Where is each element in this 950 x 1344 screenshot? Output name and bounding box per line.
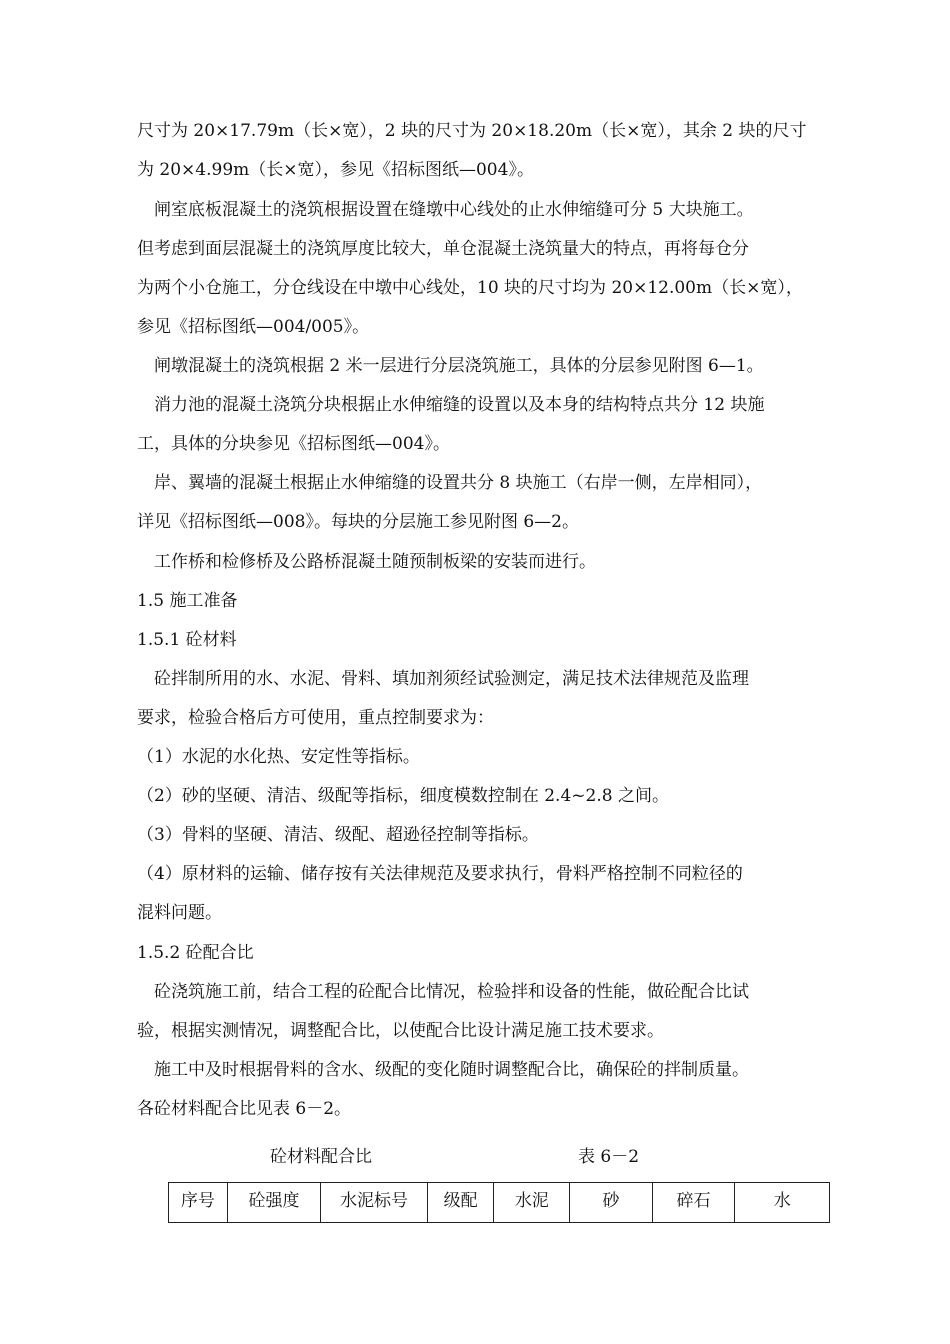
body-line-1: 尺寸为 20×17.79m（长×宽），2 块的尺寸为 20×18.20m（长×宽），其余 2 块的尺寸 [137,121,807,141]
body-line-26: 各砼材料配合比见表 6－2。 [137,1099,352,1119]
table-number: 表 6－2 [578,1147,640,1167]
table-header-row [169,1183,830,1223]
header-cell-cement-grade: 水泥标号 [321,1183,427,1223]
section-heading-1-5-2: 1.5.2 砼配合比 [137,943,254,963]
list-item-3: （3）骨料的坚硬、清洁、级配、超逊径控制等指标。 [137,825,539,845]
header-cell-strength: 砼强度 [227,1183,321,1223]
body-line-15: 砼拌制所用的水、水泥、骨料、填加剂须经试验测定，满足技术法律规范及监理 [137,669,749,689]
body-line-25: 施工中及时根据骨料的含水、级配的变化随时调整配合比，确保砼的拌制质量。 [137,1060,749,1080]
body-line-12: 工作桥和检修桥及公路桥混凝土随预制板梁的安装而进行。 [137,552,596,572]
body-line-10: 岸、翼墙的混凝土根据止水伸缩缝的设置共分 8 块施工（右岸一侧，左岸相同）， [137,473,763,493]
body-line-9: 工，具体的分块参见《招标图纸—004》。 [137,434,450,454]
list-item-4-continued: 混料问题。 [137,903,222,923]
body-line-23: 砼浇筑施工前，结合工程的砼配合比情况，检验拌和设备的性能，做砼配合比试 [137,982,749,1002]
body-line-16: 要求，检验合格后方可使用，重点控制要求为： [137,708,494,728]
list-item-2: （2）砂的坚硬、清洁、级配等指标，细度模数控制在 2.4~2.8 之间。 [137,786,669,806]
header-cell-gradation: 级配 [427,1183,494,1223]
body-line-5: 为两个小仓施工，分仓线设在中墩中心线处，10 块的尺寸均为 20×12.00m（长×宽）， [137,278,803,298]
header-cell-gravel: 碎石 [652,1183,735,1223]
body-line-24: 验，根据实测情况，调整配合比，以使配合比设计满足施工技术要求。 [137,1021,664,1041]
body-line-11: 详见《招标图纸—008》。每块的分层施工参见附图 6—2。 [137,512,579,532]
body-line-7: 闸墩混凝土的浇筑根据 2 米一层进行分层浇筑施工，具体的分层参见附图 6—1。 [137,356,764,376]
body-line-2: 为 20×4.99m（长×宽），参见《招标图纸—004》。 [137,160,534,180]
list-item-4: （4）原材料的运输、储存按有关法律规范及要求执行，骨料严格控制不同粒径的 [137,864,743,884]
body-line-3: 闸室底板混凝土的浇筑根据设置在缝墩中心线处的止水伸缩缝可分 5 大块施工。 [137,200,754,220]
body-line-6: 参见《招标图纸—004/005》。 [137,317,370,337]
header-cell-index: 序号 [169,1183,228,1223]
section-heading-1-5: 1.5 施工准备 [137,591,238,611]
body-line-4: 但考虑到面层混凝土的浇筑厚度比较大，单仓混凝土浇筑量大的特点，再将每仓分 [137,239,749,259]
header-cell-cement: 水泥 [494,1183,570,1223]
mix-ratio-table [168,1182,830,1223]
table-caption: 砼材料配合比 [270,1147,372,1167]
header-cell-sand: 砂 [570,1183,653,1223]
list-item-1: （1）水泥的水化热、安定性等指标。 [137,747,420,767]
header-cell-water: 水 [735,1183,830,1223]
body-line-8: 消力池的混凝土浇筑分块根据止水伸缩缝的设置以及本身的结构特点共分 12 块施 [137,395,765,415]
section-heading-1-5-1: 1.5.1 砼材料 [137,630,237,650]
